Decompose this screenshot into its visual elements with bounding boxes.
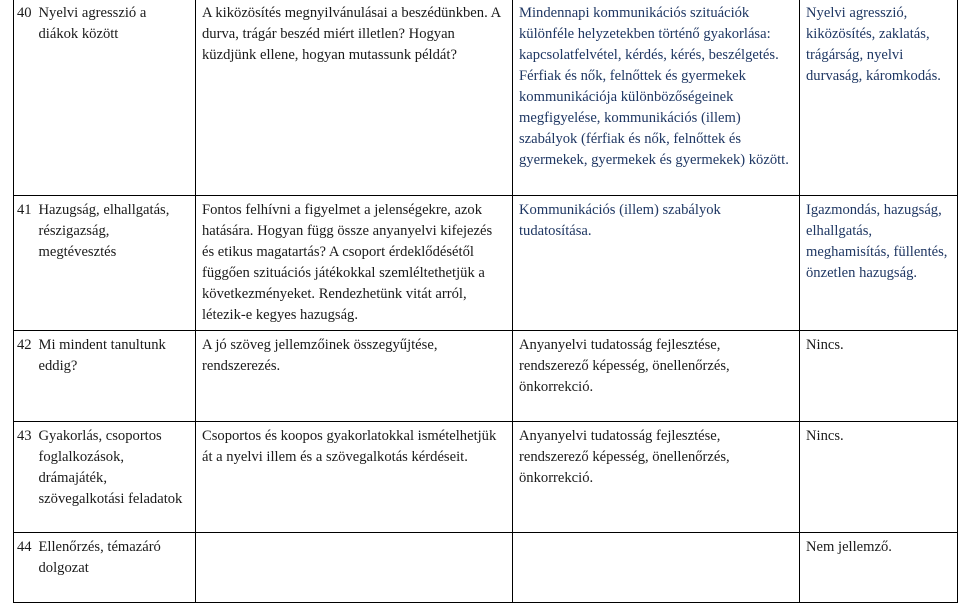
lesson-topic: Ellenőrzés, témazáró dolgozat — [37, 533, 196, 603]
lesson-content: A jó szöveg jellemzőinek összegyűjtése, rendszerezés. — [196, 331, 513, 422]
lesson-skills — [513, 533, 800, 603]
lesson-number: 44 — [14, 533, 37, 603]
lesson-number: 41 — [14, 196, 37, 331]
lesson-skills: Mindennapi kommunikációs szituációk különféle helyzetekben történő gyakorlása: kapcsolatfelvétel, kérdés, kérés, beszélgetés. Férfiak és nők, felnőttek és gyermekek kommunikációja különbözőségeinek megfigyelése, kommunikációs (illem) szabályok (férfiak és nők, felnőttek és gyermekek, gyermekek és gyermekek) között. — [513, 0, 800, 196]
table-row — [14, 196, 958, 331]
lesson-terms: Nincs. — [800, 331, 958, 422]
table-row — [14, 331, 958, 422]
lesson-terms: Nem jellemző. — [800, 533, 958, 603]
lesson-topic: Nyelvi agresszió a diákok között — [37, 0, 196, 196]
lesson-terms: Igazmondás, hazugság, elhallgatás, meghamisítás, füllentés, önzetlen hazugság. — [800, 196, 958, 331]
lesson-number: 43 — [14, 422, 37, 533]
lesson-terms: Nyelvi agresszió, kiközösítés, zaklatás, trágárság, nyelvi durvaság, káromkodás. — [800, 0, 958, 196]
lesson-content: Fontos felhívni a figyelmet a jelenségekre, azok hatására. Hogyan függ össze anyanyelvi kifejezés és etikus magatartás? A csoport érdeklődésétől függően szituációs játékokkal szemléltethetjük a következményeket. Rendezhetünk vitát arról, létezik-e kegyes hazugság. — [196, 196, 513, 331]
lesson-topic: Gyakorlás, csoportos foglalkozások, drámajáték, szövegalkotási feladatok — [37, 422, 196, 533]
lesson-content: Csoportos és koopos gyakorlatokkal ismételhetjük át a nyelvi illem és a szövegalkotás kérdéseit. — [196, 422, 513, 533]
lesson-content: A kiközösítés megnyilvánulásai a beszédünkben. A durva, trágár beszéd miért illetlen? Hogyan küzdjünk ellene, hogyan mutassunk példát? — [196, 0, 513, 196]
curriculum-table — [13, 0, 958, 603]
lesson-skills: Anyanyelvi tudatosság fejlesztése, rendszerező képesség, önellenőrzés, önkorrekció. — [513, 331, 800, 422]
lesson-content — [196, 533, 513, 603]
lesson-number: 42 — [14, 331, 37, 422]
table-row — [14, 422, 958, 533]
table-row — [14, 0, 958, 196]
lesson-number: 40 — [14, 0, 37, 196]
lesson-topic: Hazugság, elhallgatás, részigazság, megtévesztés — [37, 196, 196, 331]
lesson-terms: Nincs. — [800, 422, 958, 533]
table-row — [14, 533, 958, 603]
lesson-topic: Mi mindent tanultunk eddig? — [37, 331, 196, 422]
lesson-skills: Anyanyelvi tudatosság fejlesztése, rendszerező képesség, önellenőrzés, önkorrekció. — [513, 422, 800, 533]
lesson-skills: Kommunikációs (illem) szabályok tudatosítása. — [513, 196, 800, 331]
